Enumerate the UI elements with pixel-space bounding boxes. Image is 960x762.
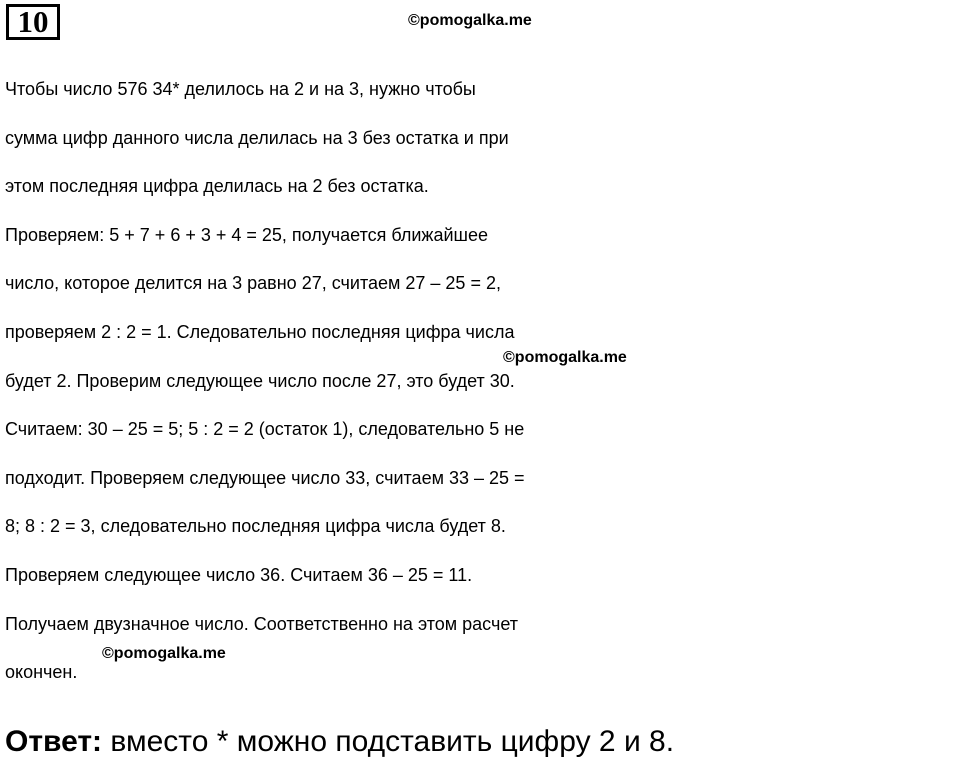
task-number-box: 10 [6, 4, 60, 40]
solution-line: сумма цифр данного числа делилась на 3 без остатка и при [5, 127, 509, 148]
solution-text [5, 65, 960, 697]
solution-line: будет 2. Проверим следующее число после 27, это будет 30. [5, 370, 515, 391]
solution-line: этом последняя цифра делилась на 2 без остатка. [5, 176, 429, 197]
answer-label: Ответ: [5, 725, 103, 758]
watermark-middle: ©pomogalka.me [503, 349, 627, 366]
watermark-top: ©pomogalka.me [408, 12, 532, 29]
answer-line [5, 722, 674, 762]
solution-line: 8; 8 : 2 = 3, следовательно последняя цифра числа будет 8. [5, 516, 506, 537]
solution-line: подходит. Проверяем следующее число 33, считаем 33 – 25 = [5, 467, 525, 488]
solution-line: Считаем: 30 – 25 = 5; 5 : 2 = 2 (остаток 1), следовательно 5 не [5, 419, 525, 440]
solution-line: Проверяем: 5 + 7 + 6 + 3 + 4 = 25, получается ближайшее [5, 224, 489, 245]
watermark-bottom: ©pomogalka.me [102, 645, 226, 662]
solution-line: число, которое делится на 3 равно 27, считаем 27 – 25 = 2, [5, 273, 501, 294]
solution-line: Чтобы число 576 34* делилось на 2 и на 3, нужно чтобы [5, 79, 476, 99]
solution-line: Получаем двузначное число. Соответственно на этом расчет [5, 613, 519, 634]
solution-line: Проверяем следующее число 36. Считаем 36 – 25 = 11. [5, 564, 473, 585]
solution-line: проверяем 2 : 2 = 1. Следовательно последняя цифра числа [5, 321, 515, 342]
solution-line: окончен. [5, 662, 78, 683]
answer-text: вместо * можно подставить цифру 2 и 8. [102, 725, 675, 758]
